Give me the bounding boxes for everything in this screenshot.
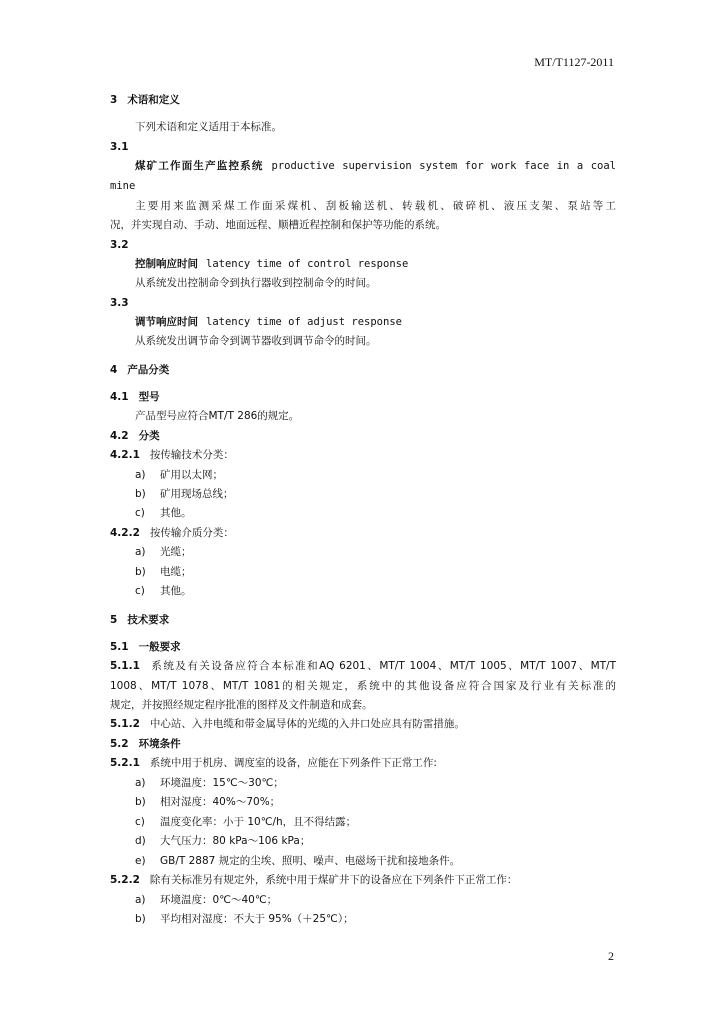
clause-4-1-heading xyxy=(110,389,616,405)
clause-number: 5.2 xyxy=(110,738,129,750)
clause-title: 环境条件 xyxy=(138,738,181,750)
item-text: 电缆； xyxy=(160,566,192,578)
term-3-1-definition-cont: 况，并实现自动、手动、地面远程、顺槽近程控制和保护等功能的系统。 xyxy=(110,219,446,231)
list-item xyxy=(135,564,616,580)
item-text: 矿用现场总线； xyxy=(160,488,234,500)
item-label: b) xyxy=(135,913,146,925)
clause-text: 按传输技术分类： xyxy=(149,449,234,461)
clause-number: 5.1 xyxy=(110,641,129,653)
item-label: a) xyxy=(135,894,146,906)
clause-4-2-heading xyxy=(110,428,616,444)
term-3-3-definition: 从系统发出调节命令到调节器收到调节命令的时间。 xyxy=(135,335,377,347)
list-item xyxy=(135,544,616,560)
list-item xyxy=(135,833,616,849)
section-number: 5 xyxy=(110,614,118,626)
item-text: 光缆； xyxy=(160,546,192,558)
item-text: 其他。 xyxy=(160,507,192,519)
document-code-header: MT/T1127-2011 xyxy=(534,55,614,69)
clause-title: 分类 xyxy=(138,430,160,442)
list-item xyxy=(135,853,616,869)
clause-4-2-1 xyxy=(110,447,616,463)
clause-number: 5.2.2 xyxy=(110,874,140,886)
list-item xyxy=(135,892,616,908)
list-item xyxy=(135,911,616,927)
clause-5-2-1 xyxy=(110,755,616,771)
item-text: 温度变化率：小于 10℃/h，且不得结露； xyxy=(160,816,357,828)
clause-text: 系统及有关设备应符合本标准和AQ 6201、MT/T 1004、MT/T 1005、MT/T 1007、MT/T xyxy=(149,660,616,672)
section-title: 产品分类 xyxy=(127,364,170,376)
list-item xyxy=(135,794,616,810)
item-label: b) xyxy=(135,566,146,578)
list-item xyxy=(135,467,616,483)
clause-text: 除有关标准另有规定外，系统中用于煤矿井下的设备应在下列条件下正常工作： xyxy=(149,874,518,886)
item-text: 其他。 xyxy=(160,585,192,597)
term-3-2-number: 3.2 xyxy=(110,239,129,251)
item-label: c) xyxy=(135,585,145,597)
clause-text: 按传输介质分类： xyxy=(149,527,234,539)
list-item xyxy=(135,505,616,521)
section-3-intro: 下列术语和定义适用于本标准。 xyxy=(135,121,282,133)
clause-5-1-heading xyxy=(110,639,616,655)
page-number: 2 xyxy=(608,949,614,963)
item-label: c) xyxy=(135,507,145,519)
clause-5-1-1-cont: 规定，并按照经规定程序批准的图样及文件制造和成套。 xyxy=(110,699,373,711)
section-number: 4 xyxy=(110,364,118,376)
section-title: 技术要求 xyxy=(127,614,170,626)
clause-text: 中心站、入井电缆和带金属导体的光缆的入井口处应具有防雷措施。 xyxy=(149,718,465,730)
clause-5-1-1-cont: 1008、MT/T 1078、MT/T 1081的相关规定，系统中的其他设备应符合国家及行业有关标准的 xyxy=(110,680,616,692)
clause-number: 5.2.1 xyxy=(110,757,140,769)
clause-number: 4.2 xyxy=(110,430,129,442)
item-label: a) xyxy=(135,546,146,558)
list-item xyxy=(135,486,616,502)
term-en: latency time of adjust response xyxy=(206,316,402,328)
term-3-1-title-cont: mine xyxy=(110,180,136,192)
item-label: c) xyxy=(135,816,145,828)
term-3-3-title xyxy=(135,314,616,330)
item-label: a) xyxy=(135,777,146,789)
clause-number: 4.2.2 xyxy=(110,527,140,539)
clause-text: 系统中用于机房、调度室的设备，应能在下列条件下正常工作: xyxy=(149,757,437,769)
term-3-3-number: 3.3 xyxy=(110,297,129,309)
section-number: 3 xyxy=(110,94,118,106)
clause-5-1-1 xyxy=(110,658,616,674)
term-cn: 控制响应时间 xyxy=(135,258,198,270)
item-label: b) xyxy=(135,488,146,500)
term-cn: 调节响应时间 xyxy=(135,316,198,328)
item-label: e) xyxy=(135,855,146,867)
term-3-2-title xyxy=(135,256,616,272)
item-label: b) xyxy=(135,796,146,808)
item-text: 平均相对湿度：不大于 95%（＋25℃）； xyxy=(160,913,354,925)
item-label: d) xyxy=(135,835,146,847)
item-text: 大气压力：80 kPa～106 kPa； xyxy=(160,835,311,847)
list-item xyxy=(135,583,616,599)
clause-title: 一般要求 xyxy=(138,641,181,653)
clause-5-2-2 xyxy=(110,872,616,888)
list-item xyxy=(135,814,616,830)
term-3-1-definition: 主要用来监测采煤工作面采煤机、刮板输送机、转载机、破碎机、液压支架、泵站等工 xyxy=(135,200,616,212)
clause-number: 5.1.2 xyxy=(110,718,140,730)
section-4-heading xyxy=(110,362,616,378)
item-label: a) xyxy=(135,469,146,481)
clause-number: 4.1 xyxy=(110,391,129,403)
clause-5-2-heading xyxy=(110,736,616,752)
section-5-heading xyxy=(110,612,616,628)
item-text: 环境温度：0℃～40℃； xyxy=(160,894,278,906)
list-item xyxy=(135,775,616,791)
term-en: productive supervision system for work face in a coal xyxy=(271,160,616,172)
clause-number: 5.1.1 xyxy=(110,660,140,672)
term-3-1-title xyxy=(135,158,616,174)
clause-title: 型号 xyxy=(138,391,160,403)
clause-5-1-2 xyxy=(110,716,616,732)
section-title: 术语和定义 xyxy=(127,94,180,106)
clause-4-2-2 xyxy=(110,525,616,541)
section-3-heading xyxy=(110,92,616,108)
term-cn: 煤矿工作面生产监控系统 xyxy=(135,160,264,172)
item-text: 相对湿度：40%～70%； xyxy=(160,796,281,808)
term-3-2-definition: 从系统发出控制命令到执行器收到控制命令的时间。 xyxy=(135,277,377,289)
item-text: 环境温度：15℃～30℃； xyxy=(160,777,284,789)
term-3-1-number: 3.1 xyxy=(110,141,129,153)
clause-number: 4.2.1 xyxy=(110,449,140,461)
term-en: latency time of control response xyxy=(206,258,409,270)
item-text: 矿用以太网； xyxy=(160,469,223,481)
clause-4-1-text: 产品型号应符合MT/T 286的规定。 xyxy=(135,410,300,422)
item-text: GB/T 2887 规定的尘埃、照明、噪声、电磁场干扰和接地条件。 xyxy=(160,855,461,867)
